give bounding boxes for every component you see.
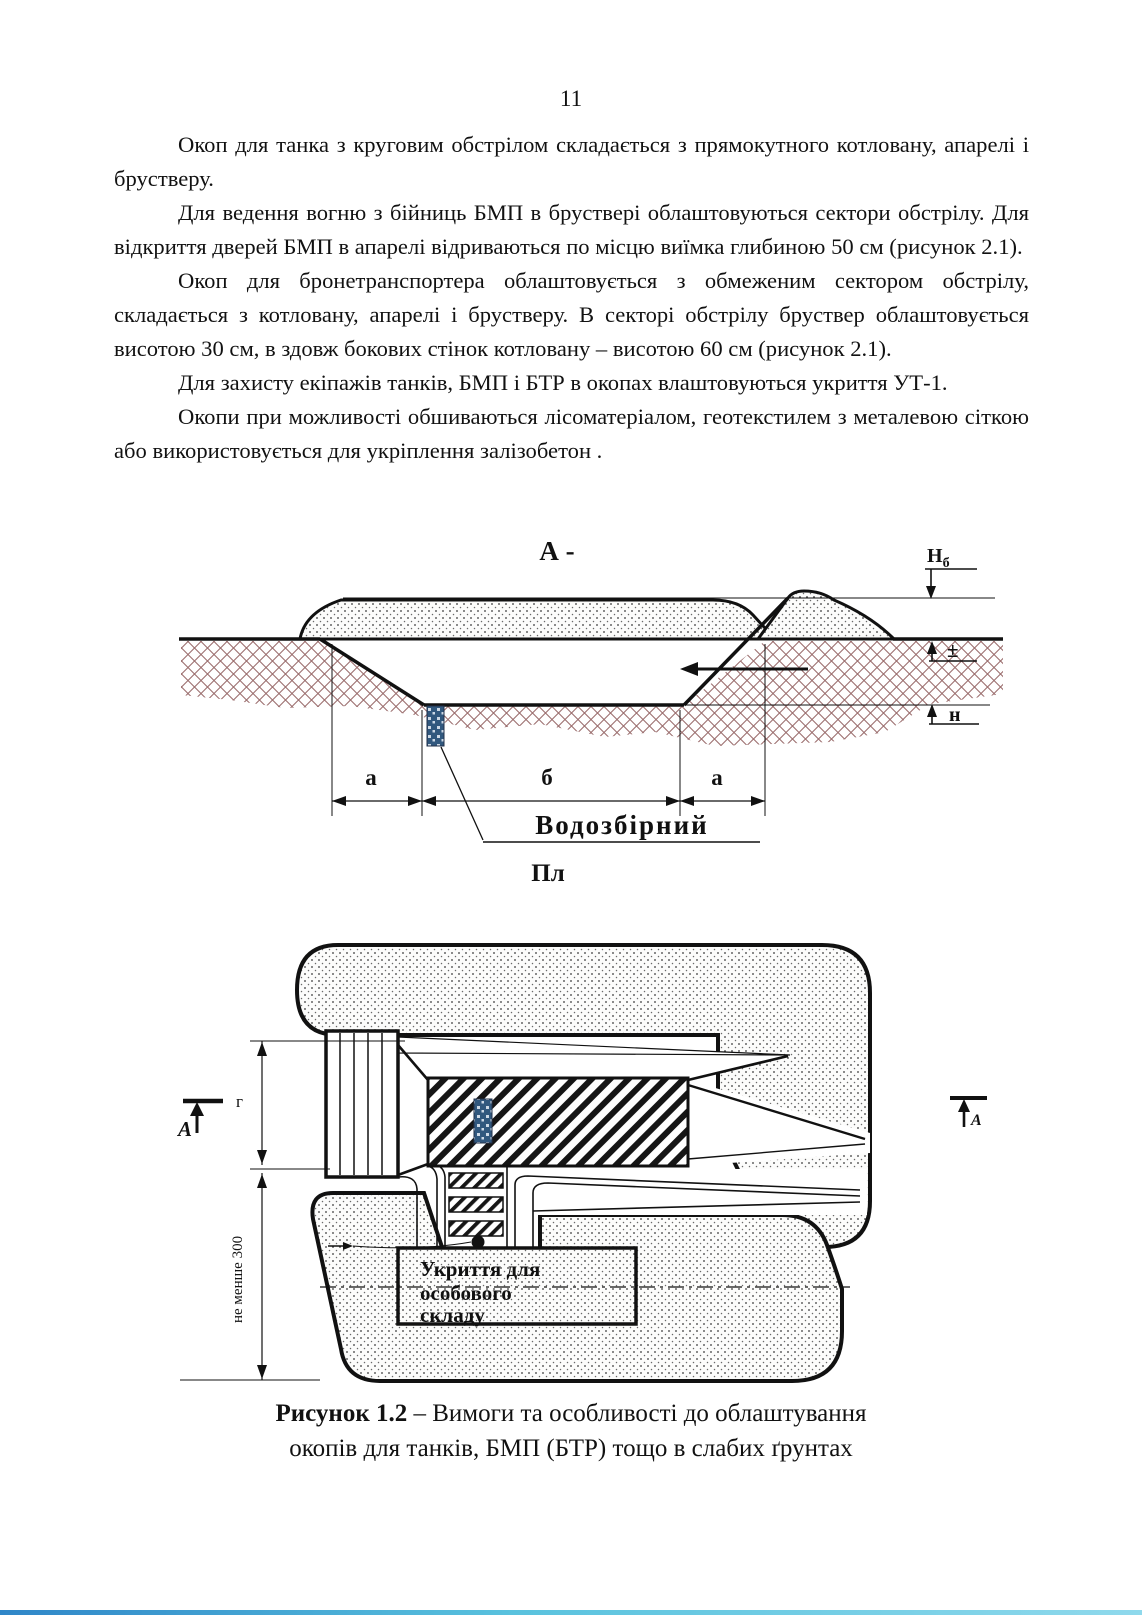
berm-mound-left bbox=[300, 600, 775, 639]
scan-edge-artifact bbox=[0, 1610, 1142, 1615]
plan-view-label: Пл bbox=[531, 860, 565, 887]
dim-label-a-left: а bbox=[365, 765, 377, 790]
ramp-pit-edge-bottom bbox=[398, 1164, 428, 1175]
section-marker-right bbox=[950, 1098, 987, 1129]
walkway-band bbox=[507, 1169, 867, 1215]
water-collector-well bbox=[427, 706, 444, 746]
dimension-line bbox=[332, 796, 765, 806]
shelter-text-line2: особового bbox=[420, 1281, 512, 1305]
paragraph-5: Окопи при можливості обшиваються лісоматеріалом, геотекстилем з металевою сіткою або використовується для укріплення залізобетон . bbox=[114, 404, 1029, 463]
shelter-text-line1: Укриття для bbox=[420, 1257, 541, 1281]
dim-label-g: г bbox=[236, 1092, 243, 1111]
water-collector-label: Водозбірний bbox=[535, 810, 709, 840]
passage-steps bbox=[449, 1173, 503, 1236]
caption-line2: окопів для танків, БМП (БТР) тощо в слабих ґрунтах bbox=[289, 1435, 853, 1462]
pit-floor-hatched bbox=[428, 1078, 688, 1166]
section-marker-left-label: А bbox=[178, 1117, 193, 1141]
leader-line bbox=[441, 747, 483, 840]
dim-label-b: б bbox=[541, 765, 553, 790]
body-text bbox=[114, 128, 1029, 468]
figure-1-cross-section bbox=[175, 518, 1005, 858]
caption-figure-number: Рисунок 1.2 bbox=[275, 1400, 408, 1427]
depth-marker bbox=[927, 704, 979, 726]
shelter-text-line3: складу bbox=[420, 1303, 485, 1327]
caption-line1: – Вимоги та особливості до облаштування bbox=[407, 1400, 867, 1427]
paragraph-2: Для ведення вогню з бійниць БМП в бруствері облаштовуються сектори обстрілу. Для відкриття дверей БМП в апарелі відриваються по місцю виїмка глибиною 50 см (рисунок 2.1). bbox=[114, 200, 1029, 259]
dim-label-min300: не менше 300 bbox=[230, 1235, 246, 1323]
svg-text:Нб: $Н_б$ bbox=[927, 545, 950, 571]
figure-caption bbox=[0, 1396, 1142, 1466]
section-marker-right-label: А bbox=[971, 1112, 982, 1129]
berm-height-marker bbox=[925, 545, 977, 599]
ramp bbox=[326, 1031, 398, 1177]
paragraph-1: Окоп для танка з круговим обстрілом складається з прямокутного котловану, апарелі і брустверу. bbox=[114, 132, 1029, 191]
depth-label: н bbox=[949, 704, 961, 726]
figure-2-plan-view bbox=[170, 853, 1110, 1403]
page-number: 11 bbox=[559, 86, 583, 111]
ground-level-label: ± bbox=[947, 638, 959, 662]
dim-label-a-right: а bbox=[711, 765, 723, 790]
paragraph-4: Для захисту екіпажів танків, БМП і БТР в окопах влаштовуються укриття УТ-1. bbox=[178, 370, 948, 395]
water-collector-well-plan bbox=[474, 1099, 492, 1143]
section-marker-left bbox=[176, 1101, 223, 1141]
section-view-label: А - bbox=[539, 536, 575, 566]
berm-height-label: Н bbox=[927, 545, 943, 567]
soil-region bbox=[181, 641, 1003, 746]
paragraph-3: Окоп для бронетранспортера облаштовується з обмеженим сектором обстрілу, складається з котловану, апарелі і брустверу. В секторі обстрілу бруствер облаштовується висотою 30 см, в здовж бокових стінок котловану – висотою 60 см (рисунок 2.1). bbox=[114, 268, 1029, 361]
